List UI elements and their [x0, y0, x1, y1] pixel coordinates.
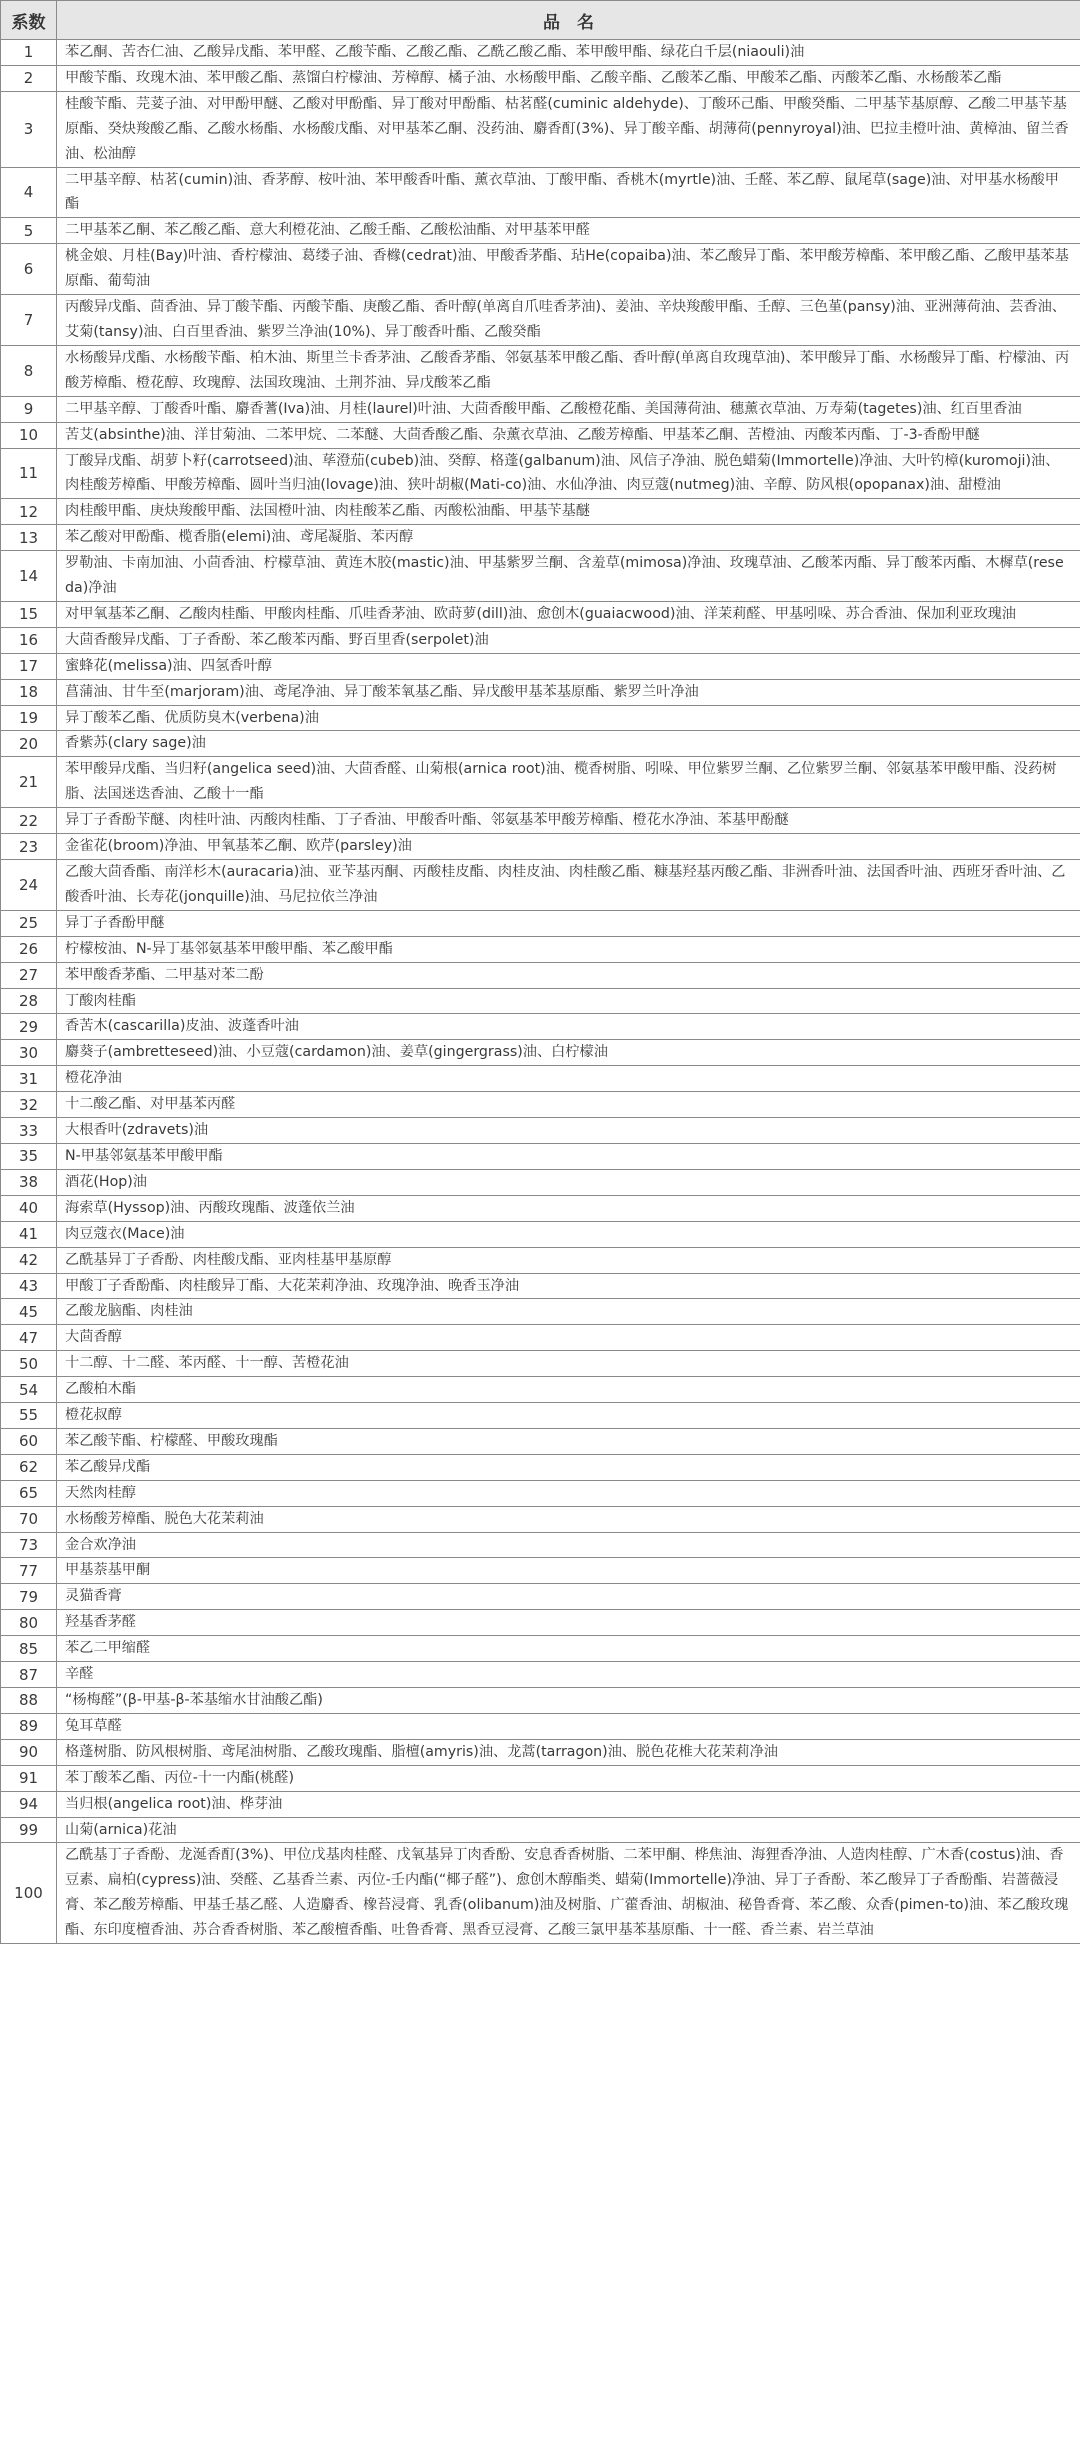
row-product-names: 乙酰基丁子香酚、龙涎香酊(3%)、甲位戊基肉桂醛、戊氧基异丁肉香酚、安息香香树脂、二苯甲酮、桦焦油、海狸香净油、人造肉桂醇、广木香(costus)油、香豆素、扁柏(cypress)油、癸醛、乙基香兰素、丙位-壬内酯(“椰子醛”)、愈创木醇酯类、蜡菊(Immortelle)净油、异丁子香酚、苯乙酸异丁子香酚酯、岩蔷薇浸膏、苯乙酸芳樟酯、甲基壬基乙醛、人造麝香、橡苔浸膏、乳香(olibanum)油及树脂、广藿香油、胡椒油、秘鲁香膏、苯乙酸、众香(pimen-to)油、苯乙酸玫瑰酯、东印度檀香油、苏合香香树脂、苯乙酸檀香酯、吐鲁香膏、黑香豆浸膏、乙酸三氯甲基苯基原酯、十一醛、香兰素、岩兰草油	[57, 1843, 1080, 1944]
table-row	[1, 627, 1080, 653]
header-coefficient: 系数	[1, 1, 57, 40]
table-row	[1, 679, 1080, 705]
table-row	[1, 1143, 1080, 1169]
row-coefficient: 100	[1, 1843, 57, 1944]
table-row	[1, 1506, 1080, 1532]
table-row	[1, 1843, 1080, 1944]
row-product-names: 水杨酸异戊酯、水杨酸苄酯、柏木油、斯里兰卡香茅油、乙酸香茅酯、邻氨基苯甲酸乙酯、香叶醇(单离自玫瑰草油)、苯甲酸异丁酯、水杨酸异丁酯、柠檬油、丙酸芳樟酯、橙花醇、玫瑰醇、法国玫瑰油、土荆芥油、异戊酸苯乙酯	[57, 345, 1080, 396]
row-coefficient: 20	[1, 731, 57, 757]
row-product-names: 苯甲酸香茅酯、二甲基对苯二酚	[57, 962, 1080, 988]
row-product-names: 肉豆蔻衣(Mace)油	[57, 1221, 1080, 1247]
row-coefficient: 6	[1, 244, 57, 295]
table-row	[1, 1817, 1080, 1843]
table-row	[1, 1092, 1080, 1118]
row-product-names: 二甲基辛醇、丁酸香叶酯、麝香蓍(Iva)油、月桂(laurel)叶油、大茴香酸甲酯、乙酸橙花酯、美国薄荷油、穗薰衣草油、万寿菊(tagetes)油、红百里香油	[57, 396, 1080, 422]
row-product-names: 香紫苏(clary sage)油	[57, 731, 1080, 757]
table-row	[1, 705, 1080, 731]
table-row	[1, 1428, 1080, 1454]
row-coefficient: 12	[1, 499, 57, 525]
row-product-names: 丁酸肉桂酯	[57, 988, 1080, 1014]
row-coefficient: 99	[1, 1817, 57, 1843]
table-row	[1, 1118, 1080, 1144]
table-row	[1, 834, 1080, 860]
row-product-names: 苦艾(absinthe)油、洋甘菊油、二苯甲烷、二苯醚、大茴香酸乙酯、杂薰衣草油、乙酸芳樟酯、甲基苯乙酮、苦橙油、丙酸苯丙酯、丁-3-香酚甲醚	[57, 422, 1080, 448]
header-product-name: 品 名	[57, 1, 1080, 40]
row-coefficient: 55	[1, 1403, 57, 1429]
row-product-names: 柠檬桉油、N-异丁基邻氨基苯甲酸甲酯、苯乙酸甲酯	[57, 936, 1080, 962]
table-row	[1, 1377, 1080, 1403]
row-coefficient: 42	[1, 1247, 57, 1273]
table-row	[1, 1221, 1080, 1247]
row-product-names: 香苦木(cascarilla)皮油、波蓬香叶油	[57, 1014, 1080, 1040]
table-row	[1, 1739, 1080, 1765]
row-coefficient: 14	[1, 551, 57, 602]
table-row	[1, 1532, 1080, 1558]
row-product-names: “杨梅醛”(β-甲基-β-苯基缩水甘油酸乙酯)	[57, 1688, 1080, 1714]
row-coefficient: 24	[1, 860, 57, 911]
row-coefficient: 17	[1, 653, 57, 679]
row-coefficient: 45	[1, 1299, 57, 1325]
row-product-names: 大根香叶(zdravets)油	[57, 1118, 1080, 1144]
row-product-names: 乙酸柏木酯	[57, 1377, 1080, 1403]
row-coefficient: 19	[1, 705, 57, 731]
row-product-names: 苯甲酸异戊酯、当归籽(angelica seed)油、大茴香醛、山菊根(arnica root)油、榄香树脂、吲哚、甲位紫罗兰酮、乙位紫罗兰酮、邻氨基苯甲酸甲酯、没药树脂、法国迷迭香油、乙酸十一酯	[57, 757, 1080, 808]
table-row	[1, 1014, 1080, 1040]
row-product-names: 菖蒲油、甘牛至(marjoram)油、鸢尾净油、异丁酸苯氧基乙酯、异戊酸甲基苯基原酯、紫罗兰叶净油	[57, 679, 1080, 705]
row-coefficient: 88	[1, 1688, 57, 1714]
row-product-names: 乙酸龙脑酯、肉桂油	[57, 1299, 1080, 1325]
row-coefficient: 90	[1, 1739, 57, 1765]
row-coefficient: 62	[1, 1454, 57, 1480]
table-row	[1, 1713, 1080, 1739]
row-product-names: 十二酸乙酯、对甲基苯丙醛	[57, 1092, 1080, 1118]
table-row	[1, 551, 1080, 602]
row-product-names: 甲酸丁子香酚酯、肉桂酸异丁酯、大花茉莉净油、玫瑰净油、晚香玉净油	[57, 1273, 1080, 1299]
table-row	[1, 91, 1080, 167]
row-coefficient: 54	[1, 1377, 57, 1403]
table-row	[1, 1195, 1080, 1221]
table-row	[1, 218, 1080, 244]
row-product-names: 橙花净油	[57, 1066, 1080, 1092]
row-product-names: 金雀花(broom)净油、甲氧基苯乙酮、欧芹(parsley)油	[57, 834, 1080, 860]
table-row	[1, 167, 1080, 218]
table-header-row	[1, 1, 1080, 40]
table-row	[1, 1454, 1080, 1480]
table-row	[1, 1299, 1080, 1325]
row-coefficient: 32	[1, 1092, 57, 1118]
table-row	[1, 1325, 1080, 1351]
table-row	[1, 962, 1080, 988]
row-coefficient: 60	[1, 1428, 57, 1454]
row-coefficient: 21	[1, 757, 57, 808]
row-product-names: 大茴香酸异戊酯、丁子香酚、苯乙酸苯丙酯、野百里香(serpolet)油	[57, 627, 1080, 653]
table-row	[1, 40, 1080, 66]
row-coefficient: 47	[1, 1325, 57, 1351]
row-coefficient: 27	[1, 962, 57, 988]
row-coefficient: 30	[1, 1040, 57, 1066]
row-coefficient: 5	[1, 218, 57, 244]
table-row	[1, 601, 1080, 627]
table-row	[1, 1273, 1080, 1299]
table-row	[1, 1247, 1080, 1273]
table-row	[1, 448, 1080, 499]
table-row	[1, 936, 1080, 962]
row-product-names: 甲基萘基甲酮	[57, 1558, 1080, 1584]
row-coefficient: 87	[1, 1662, 57, 1688]
row-product-names: 丙酸异戊酯、茴香油、异丁酸苄酯、丙酸苄酯、庚酸乙酯、香叶醇(单离自爪哇香茅油)、姜油、辛炔羧酸甲酯、壬醇、三色堇(pansy)油、亚洲薄荷油、芸香油、艾菊(tansy)油、白百里香油、紫罗兰净油(10%)、异丁酸香叶酯、乙酸癸酯	[57, 295, 1080, 346]
row-product-names: 乙酸大茴香酯、南洋杉木(auracaria)油、亚苄基丙酮、丙酸桂皮酯、肉桂皮油、肉桂酸乙酯、糠基羟基丙酸乙酯、非洲香叶油、法国香叶油、西班牙香叶油、乙酸香叶油、长寿花(jonquille)油、马尼拉依兰净油	[57, 860, 1080, 911]
row-product-names: 蜜蜂花(melissa)油、四氢香叶醇	[57, 653, 1080, 679]
row-coefficient: 28	[1, 988, 57, 1014]
table-row	[1, 396, 1080, 422]
table-row	[1, 1169, 1080, 1195]
row-product-names: 水杨酸芳樟酯、脱色大花茉莉油	[57, 1506, 1080, 1532]
row-coefficient: 8	[1, 345, 57, 396]
table-row	[1, 295, 1080, 346]
row-product-names: 异丁酸苯乙酯、优质防臭木(verbena)油	[57, 705, 1080, 731]
row-coefficient: 1	[1, 40, 57, 66]
table-row	[1, 499, 1080, 525]
row-product-names: 兔耳草醛	[57, 1713, 1080, 1739]
table-row	[1, 1688, 1080, 1714]
table-row	[1, 910, 1080, 936]
table-row	[1, 1351, 1080, 1377]
table-row	[1, 731, 1080, 757]
table-row	[1, 1584, 1080, 1610]
table-row	[1, 1636, 1080, 1662]
row-coefficient: 94	[1, 1791, 57, 1817]
row-product-names: 酒花(Hop)油	[57, 1169, 1080, 1195]
table-row	[1, 525, 1080, 551]
row-coefficient: 26	[1, 936, 57, 962]
row-coefficient: 23	[1, 834, 57, 860]
row-coefficient: 3	[1, 91, 57, 167]
table-row	[1, 1040, 1080, 1066]
row-product-names: N-甲基邻氨基苯甲酸甲酯	[57, 1143, 1080, 1169]
row-coefficient: 13	[1, 525, 57, 551]
row-coefficient: 89	[1, 1713, 57, 1739]
row-product-names: 橙花叔醇	[57, 1403, 1080, 1429]
row-coefficient: 16	[1, 627, 57, 653]
table-row	[1, 860, 1080, 911]
row-product-names: 海索草(Hyssop)油、丙酸玫瑰酯、波蓬依兰油	[57, 1195, 1080, 1221]
row-coefficient: 41	[1, 1221, 57, 1247]
row-product-names: 桂酸苄酯、芫荽子油、对甲酚甲醚、乙酸对甲酚酯、异丁酸对甲酚酯、枯茗醛(cuminic aldehyde)、丁酸环己酯、甲酸癸酯、二甲基苄基原醇、乙酸二甲基苄基原酯、癸炔羧酸乙酯、乙酸水杨酯、水杨酸戊酯、对甲基苯乙酮、没药油、麝香酊(3%)、异丁酸辛酯、胡薄荷(pennyroyal)油、巴拉圭橙叶油、黄樟油、留兰香油、松油醇	[57, 91, 1080, 167]
row-product-names: 辛醛	[57, 1662, 1080, 1688]
table-row	[1, 757, 1080, 808]
table-row	[1, 1791, 1080, 1817]
row-product-names: 乙酰基异丁子香酚、肉桂酸戊酯、亚肉桂基甲基原醇	[57, 1247, 1080, 1273]
table-row	[1, 422, 1080, 448]
row-product-names: 丁酸异戊酯、胡萝卜籽(carrotseed)油、荜澄茄(cubeb)油、癸醇、格蓬(galbanum)油、风信子净油、脱色蜡菊(Immortelle)净油、大叶钓樟(kuromoji)油、肉桂酸芳樟酯、甲酸芳樟酯、圆叶当归油(lovage)油、狭叶胡椒(Mati-co)油、水仙净油、肉豆蔻(nutmeg)油、辛醇、防风根(opopanax)油、甜橙油	[57, 448, 1080, 499]
table-row	[1, 1480, 1080, 1506]
row-product-names: 异丁子香酚苄醚、肉桂叶油、丙酸肉桂酯、丁子香油、甲酸香叶酯、邻氨基苯甲酸芳樟酯、橙花水净油、苯基甲酚醚	[57, 808, 1080, 834]
row-product-names: 苯乙酸对甲酚酯、榄香脂(elemi)油、鸢尾凝脂、苯丙醇	[57, 525, 1080, 551]
row-product-names: 麝葵子(ambretteseed)油、小豆蔻(cardamon)油、姜草(gingergrass)油、白柠檬油	[57, 1040, 1080, 1066]
row-coefficient: 10	[1, 422, 57, 448]
row-coefficient: 91	[1, 1765, 57, 1791]
row-coefficient: 2	[1, 65, 57, 91]
table-row	[1, 1610, 1080, 1636]
row-product-names: 二甲基苯乙酮、苯乙酸乙酯、意大利橙花油、乙酸壬酯、乙酸松油酯、对甲基苯甲醛	[57, 218, 1080, 244]
row-product-names: 当归根(angelica root)油、桦芽油	[57, 1791, 1080, 1817]
row-coefficient: 7	[1, 295, 57, 346]
row-product-names: 肉桂酸甲酯、庚炔羧酸甲酯、法国橙叶油、肉桂酸苯乙酯、丙酸松油酯、甲基苄基醚	[57, 499, 1080, 525]
row-coefficient: 35	[1, 1143, 57, 1169]
table-row	[1, 1765, 1080, 1791]
row-product-names: 对甲氧基苯乙酮、乙酸肉桂酯、甲酸肉桂酯、爪哇香茅油、欧莳萝(dill)油、愈创木(guaiacwood)油、洋茉莉醛、甲基吲哚、苏合香油、保加利亚玫瑰油	[57, 601, 1080, 627]
row-coefficient: 18	[1, 679, 57, 705]
row-product-names: 格蓬树脂、防风根树脂、鸢尾油树脂、乙酸玫瑰酯、脂檀(amyris)油、龙蒿(tarragon)油、脱色花椎大花茉莉净油	[57, 1739, 1080, 1765]
row-coefficient: 22	[1, 808, 57, 834]
table-row	[1, 1662, 1080, 1688]
table-row	[1, 65, 1080, 91]
row-coefficient: 65	[1, 1480, 57, 1506]
row-coefficient: 70	[1, 1506, 57, 1532]
row-coefficient: 85	[1, 1636, 57, 1662]
row-coefficient: 38	[1, 1169, 57, 1195]
table-row	[1, 1558, 1080, 1584]
row-coefficient: 31	[1, 1066, 57, 1092]
row-product-names: 罗勒油、卡南加油、小茴香油、柠檬草油、黄连木胶(mastic)油、甲基紫罗兰酮、含羞草(mimosa)净油、玫瑰草油、乙酸苯丙酯、异丁酸苯丙酯、木樨草(reseda)净油	[57, 551, 1080, 602]
row-product-names: 天然肉桂醇	[57, 1480, 1080, 1506]
row-product-names: 苯乙二甲缩醛	[57, 1636, 1080, 1662]
row-product-names: 苯乙酸异戊酯	[57, 1454, 1080, 1480]
row-product-names: 羟基香茅醛	[57, 1610, 1080, 1636]
row-coefficient: 25	[1, 910, 57, 936]
row-product-names: 山菊(arnica)花油	[57, 1817, 1080, 1843]
table-row	[1, 1403, 1080, 1429]
row-coefficient: 43	[1, 1273, 57, 1299]
table-row	[1, 345, 1080, 396]
row-product-names: 金合欢净油	[57, 1532, 1080, 1558]
row-product-names: 大茴香醇	[57, 1325, 1080, 1351]
row-coefficient: 4	[1, 167, 57, 218]
row-coefficient: 9	[1, 396, 57, 422]
table-row	[1, 988, 1080, 1014]
row-product-names: 二甲基辛醇、枯茗(cumin)油、香茅醇、桉叶油、苯甲酸香叶酯、薰衣草油、丁酸甲酯、香桃木(myrtle)油、壬醛、苯乙醇、鼠尾草(sage)油、对甲基水杨酸甲酯	[57, 167, 1080, 218]
table-body	[1, 40, 1080, 1944]
row-coefficient: 80	[1, 1610, 57, 1636]
row-product-names: 苯丁酸苯乙酯、丙位-十一内酯(桃醛)	[57, 1765, 1080, 1791]
row-product-names: 灵猫香膏	[57, 1584, 1080, 1610]
table-row	[1, 808, 1080, 834]
row-coefficient: 40	[1, 1195, 57, 1221]
row-coefficient: 29	[1, 1014, 57, 1040]
row-product-names: 苯乙酮、苦杏仁油、乙酸异戊酯、苯甲醛、乙酸苄酯、乙酸乙酯、乙酰乙酸乙酯、苯甲酸甲酯、绿花白千层(niaouli)油	[57, 40, 1080, 66]
row-coefficient: 11	[1, 448, 57, 499]
row-coefficient: 73	[1, 1532, 57, 1558]
row-product-names: 甲酸苄酯、玫瑰木油、苯甲酸乙酯、蒸馏白柠檬油、芳樟醇、橘子油、水杨酸甲酯、乙酸辛酯、乙酸苯乙酯、甲酸苯乙酯、丙酸苯乙酯、水杨酸苯乙酯	[57, 65, 1080, 91]
row-product-names: 十二醇、十二醛、苯丙醛、十一醇、苦橙花油	[57, 1351, 1080, 1377]
table-row	[1, 1066, 1080, 1092]
row-coefficient: 77	[1, 1558, 57, 1584]
row-product-names: 苯乙酸苄酯、柠檬醛、甲酸玫瑰酯	[57, 1428, 1080, 1454]
row-product-names: 桃金娘、月桂(Bay)叶油、香柠檬油、葛缕子油、香橼(cedrat)油、甲酸香茅酯、玷He(copaiba)油、苯乙酸异丁酯、苯甲酸芳樟酯、苯甲酸乙酯、乙酸甲基苯基原酯、葡萄油	[57, 244, 1080, 295]
row-coefficient: 79	[1, 1584, 57, 1610]
table-row	[1, 653, 1080, 679]
table-row	[1, 244, 1080, 295]
row-coefficient: 15	[1, 601, 57, 627]
row-product-names: 异丁子香酚甲醚	[57, 910, 1080, 936]
row-coefficient: 33	[1, 1118, 57, 1144]
row-coefficient: 50	[1, 1351, 57, 1377]
